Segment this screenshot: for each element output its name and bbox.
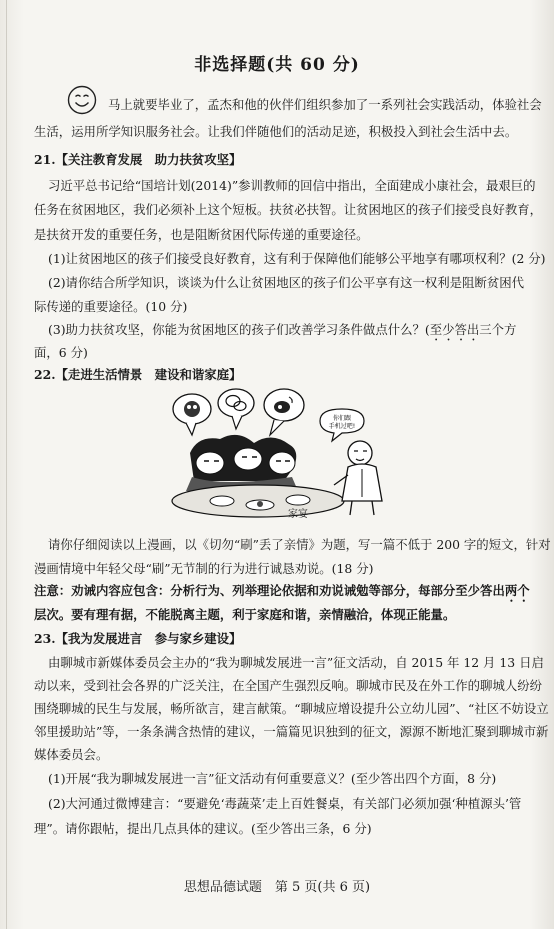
q22-paragraph-line-2: 漫画情境中年轻父母“刷”无节制的行为进行诚恳劝说。(18 分) [34,561,374,576]
q23-heading: 23.【我为发展进言 参与家乡建设】 [34,631,242,646]
q23-paragraph-line-4: 邻里援助站”等，一条条满含热情的建议，一篇篇见识独到的征文，源源不断地汇聚到聊城市新 [34,724,549,739]
browser-icon [184,401,200,417]
page-footer: 思想品德试题 第 5 页(共 6 页) [183,880,371,895]
q21-paragraph-line-1: 习近平总书记给“国培计划(2014)”参训教师的回信中指出，全面建成小康社会，最艰巨的 [48,178,536,193]
q23-subquestion-2-line-1: (2)大河通过微博建言：“要避免‘毒蔬菜’走上百姓餐桌，有关部门必须加强‘种植源头’管 [48,796,522,811]
q21-subquestion-3-line-2: 面，6 分) [34,345,88,360]
family-dinner-cartoon [162,383,394,523]
page-fold-line [6,0,7,929]
q21-s3-text-end: 三个方 [479,322,517,337]
intro-line-1: 马上就要毕业了，孟杰和他的伙伴们组织参加了一系列社会实践活动，体验社会 [108,97,542,112]
q21-subquestion-2-line-2: 际传递的重要途径。(10 分) [34,299,188,314]
q22-note-emphasis: 两个 [504,583,530,598]
cartoon-caption: 家宴 [288,509,308,520]
q22-heading: 22.【走进生活情景 建设和谐家庭】 [34,367,242,382]
q22-note-text: 注意：劝诫内容应包含：分析行为、列举理论依据和劝说诫勉等部分，每部分至少答出 [34,583,505,598]
q21-subquestion-2-line-1: (2)请你结合所学知识，谈谈为什么让贫困地区的孩子们公平享有这一权利是阻断贫困代 [48,275,525,290]
q21-s3-text-start: (3)助力扶贫攻坚，你能为贫困地区的孩子们改善学习条件做点什么？( [48,322,430,337]
speech-text-line-1: 你们跟 [332,415,352,422]
smiley-icon [67,85,97,115]
q23-paragraph-line-2: 动以来，受到社会各界的广泛关注，在全国产生强烈反响。聊城市民及在外工作的聊城人纷纷 [34,678,543,693]
q21-subquestion-3-line-1 [48,321,548,344]
q22-paragraph-line-1: 请你仔细阅读以上漫画，以《切勿“刷”丢了亲情》为题，写一篇不低于 200 字的短文，针对 [48,537,551,552]
speech-text-line-2: 手机过吧! [328,423,356,430]
q21-paragraph-line-3: 是扶贫开发的重要任务，也是阻断贫困代际传递的重要途径。 [34,227,369,242]
q23-subquestion-2-line-2: 理”。请你跟帖，提出几点具体的建议。(至少答出三条，6 分) [34,821,372,836]
q21-subquestion-1: (1)让贫困地区的孩子们接受良好教育，这有利于保障他们能够公平地享有哪项权利？(2 分) [48,251,546,266]
q23-paragraph-line-3: 围绕聊城的民生与发展，畅所欲言，建言献策。“聊城应增设提升公立幼儿园”、“社区不妨设立 [34,701,549,716]
intro-line-2: 生活，运用所学知识服务社会。让我们伴随他们的活动足迹，积极投入到社会生活中去。 [34,124,518,139]
q23-paragraph-line-5: 媒体委员会。 [34,747,109,762]
q23-paragraph-line-1: 由聊城市新媒体委员会主办的“我为聊城发展进一言”征文活动，自 2015 年 12 月 13 日启 [48,655,544,670]
q22-note-line-2: 层次。要有理有据，不能脱离主题，利于家庭和谐，亲情融洽，体现正能量。 [34,607,456,622]
q21-s3-emphasis: 至少答出 [429,322,480,337]
q23-subquestion-1: (1)开展“我为聊城发展进一言”征文活动有何重要意义？(至少答出四个方面，8 分) [48,771,497,786]
q21-paragraph-line-2: 任务在贫困地区，我们必须补上这个短板。扶贫必扶智。让贫困地区的孩子们接受良好教育， [34,202,543,217]
dinner-table [172,485,344,517]
section-title: 非选择题(共 60 分) [194,55,360,75]
q22-note-line-1 [34,582,534,605]
q21-heading: 21.【关注教育发展 助力扶贫攻坚】 [34,152,242,167]
